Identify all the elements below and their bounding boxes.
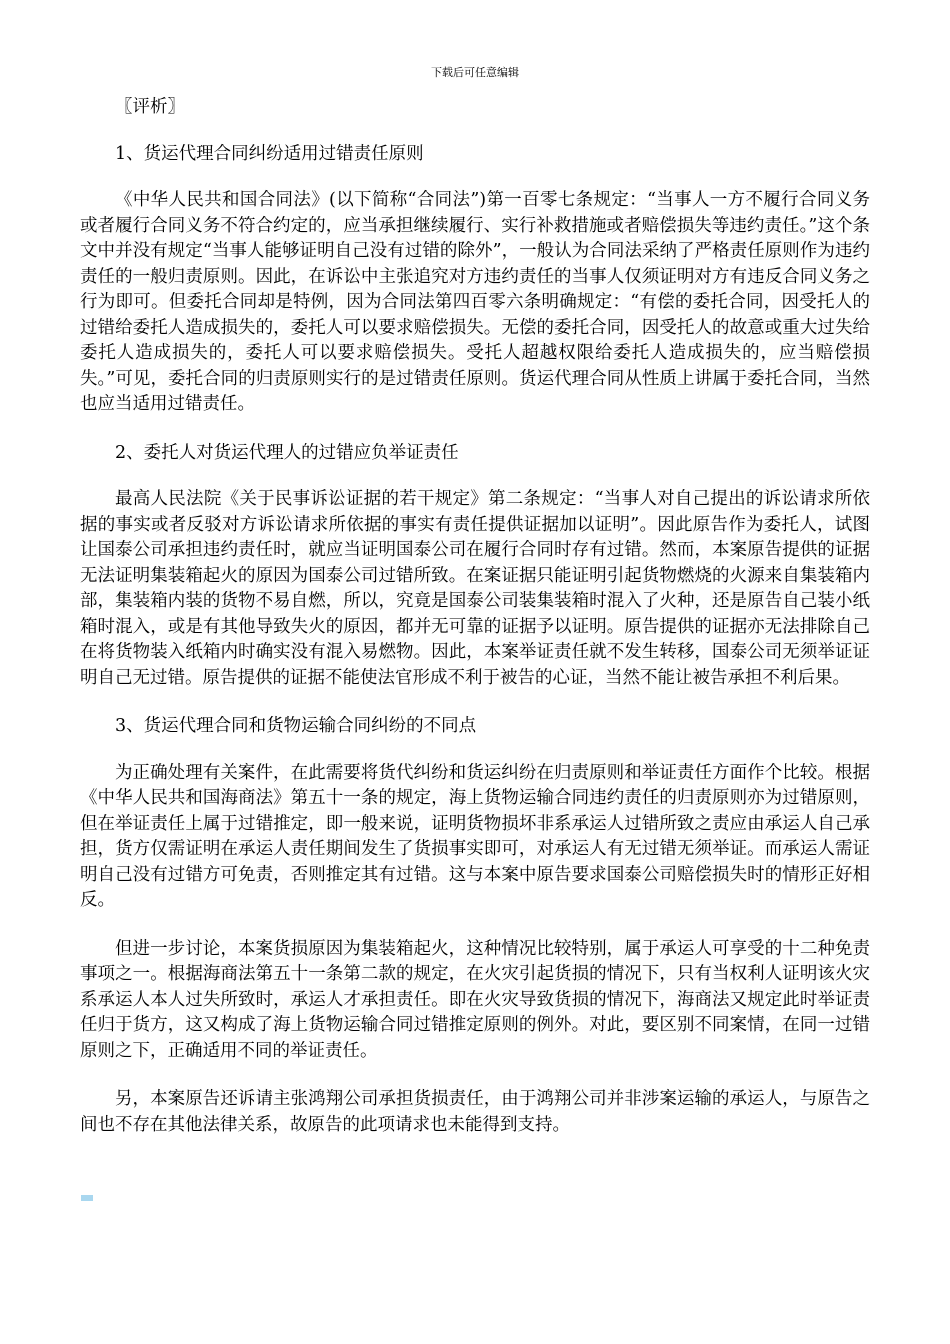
paragraph-4: 但进一步讨论，本案货损原因为集装箱起火，这种情况比较特别，属于承运人可享受的十二种免责事项之一。根据海商法第五十一条第二款的规定，在火灾引起货损的情况下，只有当权利人证明该火灾系承运人本人过失所致时，承运人才承担责任。即在火灾导致货损的情况下，海商法又规定此时举证责任归于货方，这又构成了海上货物运输合同过错推定原则的例外。对此，要区别不同案情，在同一过错原则之下，正确适用不同的举证责任。 [80, 938, 870, 1061]
section-heading-1: 1、货运代理合同纠纷适用过错责任原则 [115, 143, 424, 164]
section-heading-3: 3、货运代理合同和货物运输合同纠纷的不同点 [115, 716, 477, 736]
paragraph-3: 为正确处理有关案件，在此需要将货代纠纷和货运纠纷在归责原则和举证责任方面作个比较。根据《中华人民共和国海商法》第五十一条的规定，海上货物运输合同违约责任的归责原则亦为过错原则，但在举证责任上属于过错推定，即一般来说，证明货物损坏非系承运人过错所致之责应由承运人自己承担，货方仅需证明在承运人责任期间发生了货损事实即可，对承运人有无过错无须举证。而承运人需证明自己没有过错方可免责，否则推定其有过错。这与本案中原告要求国泰公司赔偿损失时的情形正好相反。 [80, 762, 870, 910]
analysis-title: 〖评析〗 [115, 97, 185, 117]
paragraph-5: 另，本案原告还诉请主张鸿翔公司承担货损责任，由于鸿翔公司并非涉案运输的承运人，与原告之间也不存在其他法律关系，故原告的此项请求也未能得到支持。 [80, 1089, 870, 1135]
paragraph-1: 《中华人民共和国合同法》(以下简称“合同法”)第一百零七条规定：“当事人一方不履行合同义务或者履行合同义务不符合约定的，应当承担继续履行、实行补救措施或者赔偿损失等违约责任。”这个条文中并没有规定“当事人能够证明自己没有过错的除外”，一般认为合同法采纳了严格责任原则作为违约责任的一般归责原则。因此，在诉讼中主张追究对方违约责任的当事人仅须证明对方有违反合同义务之行为即可。但委托合同却是特例，因为合同法第四百零六条明确规定：“有偿的委托合同，因受托人的过错给委托人造成损失的，委托人可以要求赔偿损失。无偿的委托合同，因受托人的故意或重大过失给委托人造成损失的，委托人可以要求赔偿损失。受托人超越权限给委托人造成损失的，应当赔偿损失。”可见，委托合同的归责原则实行的是过错责任原则。货运代理合同从性质上讲属于委托合同，当然也应当适用过错责任。 [80, 190, 870, 414]
paragraph-2: 最高人民法院《关于民事诉讼证据的若干规定》第二条规定：“当事人对自己提出的诉讼请求所依据的事实或者反驳对方诉讼请求所依据的事实有责任提供证据加以证明”。因此原告作为委托人，试图让国泰公司承担违约责任时，就应当证明国泰公司在履行合同时存有过错。然而，本案原告提供的证据无法证明集装箱起火的原因为国泰公司过错所致。在案证据只能证明引起货物燃烧的火源来自集装箱内部，集装箱内装的货物不易自燃，所以，究竟是国泰公司装集装箱时混入了火种，还是原告自己装小纸箱时混入，或是有其他导致失火的原因，都并无可靠的证据予以证明。原告提供的证据亦无法排除自己在将货物装入纸箱内时确实没有混入易燃物。因此，本案举证责任就不发生转移，国泰公司无须举证证明自己无过错。原告提供的证据不能使法官形成不利于被告的心证，当然不能让被告承担不利后果。 [80, 489, 870, 688]
document-body [80, 95, 870, 1161]
section-heading-2: 2、委托人对货运代理人的过错应负举证责任 [115, 442, 459, 463]
text-cursor-marker [81, 1195, 93, 1201]
header-note: 下载后可任意编辑 [431, 66, 519, 79]
